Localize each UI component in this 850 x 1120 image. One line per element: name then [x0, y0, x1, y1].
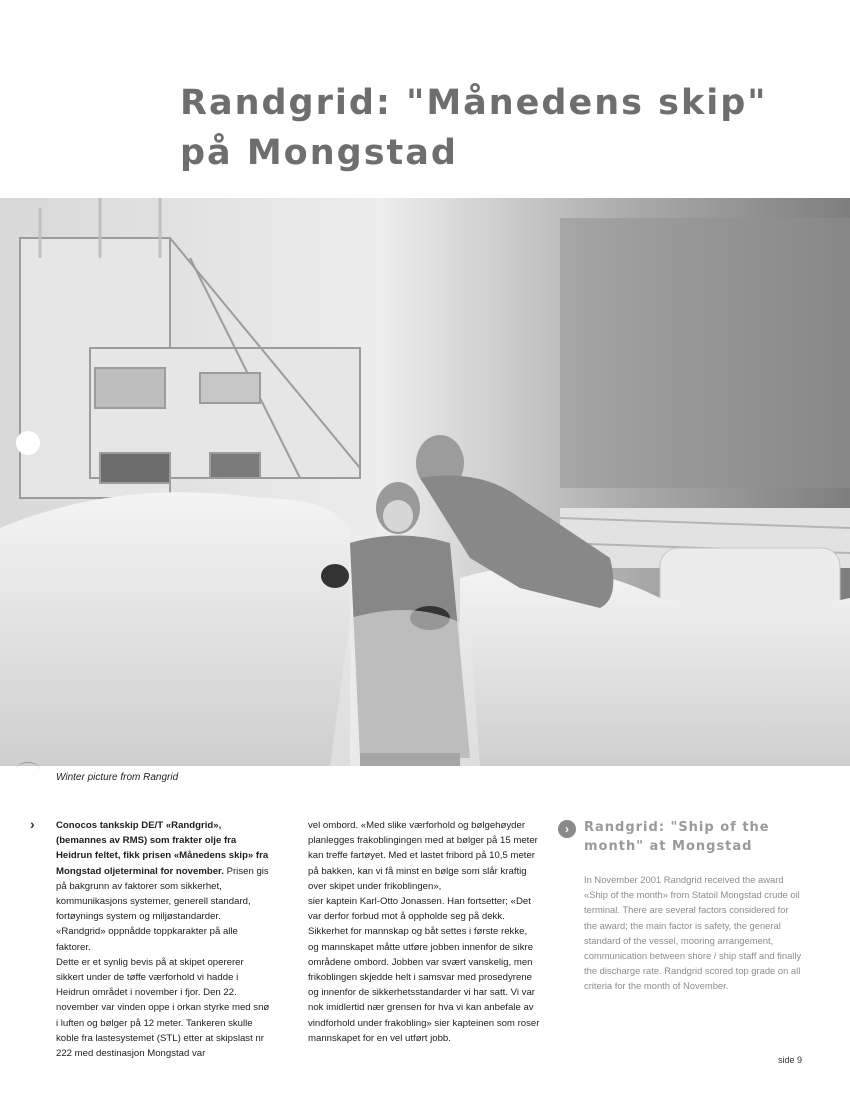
lead-continuation: Prisen gis på bakgrunn av faktorer som sikkerhet, kommunikasjons systemer, generell standard, fortøynings system og miljøstandarder. «Randgrid» oppnådde toppkarakter på alle faktorer.	[56, 865, 269, 953]
photo-illustration	[0, 198, 850, 766]
body-paragraph-3: vel ombord. «Med slike værforhold og bølgehøyder planlegges frakoblingingen med at bølger på 15 meter kan treffe fartøyet. Med et lastet fribord på 10,5 meter på bakken, kan vi få minst en bølge som slår kraftig over skipet under frikoblingen»,	[308, 820, 538, 892]
photo-caption: Winter picture from Rangrid	[56, 772, 179, 783]
sidebar-arrow-icon: ›	[558, 820, 576, 838]
body-paragraph-4: sier kaptein Karl-Otto Jonassen. Han fortsetter; «Det var derfor forbud mot å oppholde seg på dekk. Sikkerhet for mannskap og båt settes i første rekke, og mannskapet måtte utføre jobben innenfor de sikre områdene ombord. Jobben var svært vanskelig, men frikoblingen skjedde helt i samsvar med prosedyrene og innenfor de sikkerhetsstandarder vi har satt. Vi var nok imidlertid nær grensen for hva vi kan anbefale av vindforhold under frakobling» sier kapteinen som roser mannskapet for en vel utført jobb.	[308, 896, 540, 1044]
title-line-1: Randgrid: "Månedens skip"	[180, 83, 768, 123]
body-paragraph-1	[56, 818, 270, 955]
body-column-1	[56, 818, 270, 1061]
sidebar-title: Randgrid: "Ship of the month" at Mongstad	[584, 820, 770, 854]
winter-ship-photo	[0, 198, 850, 766]
body-column-2	[308, 818, 540, 1046]
page-number: side 9	[778, 1055, 803, 1065]
title-line-2: på Mongstad	[180, 133, 458, 173]
sidebar-text: In November 2001 Randgrid received the award «Ship of the month» from Statoil Mongstad crude oil terminal. There are several factors considered for the award; the main factor is safety, the general standard of the vessel, mooring arrangement, communication between shore / ship staff and finally the discharge rate. Randgrid scored top grade on all criteria for the month of November.	[584, 874, 802, 992]
lead-text: Conocos tankskip DE/T «Randgrid», (bemannes av RMS) som frakter olje fra Heidrun feltet, fikk prisen «Månedens skip» fra Mongstad oljeterminal for november.	[56, 820, 269, 877]
caption-decoration	[16, 762, 40, 777]
article-title	[180, 78, 820, 178]
article-bullet-icon: ›	[30, 816, 35, 832]
body-paragraph-2: Dette er et synlig bevis på at skipet opererer sikkert under de tøffe værforhold vi hadde i Heidrun området i november i fjor. Den 22. november var vinden oppe i orkan styrke med snø i luften og bølger på 12 meter. Tankeren skulle koble fra lastesystemet (STL) etter at skipslast nr 222 med destinasjon Mongstad var	[56, 956, 270, 1060]
